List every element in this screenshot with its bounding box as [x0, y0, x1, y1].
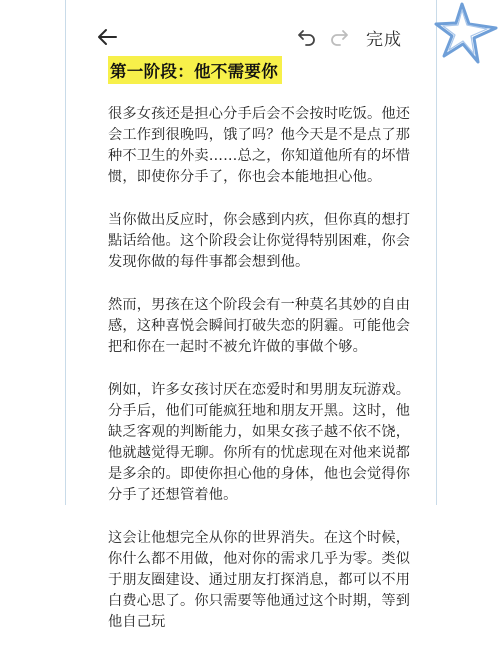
editor-toolbar: [66, 0, 436, 48]
paragraph: 当你做出反应时，你会感到内疚，但你真的想打點话给他。这个阶段会让你觉得特别困难，你会发现你做的每件事都会想到他。: [108, 212, 411, 270]
done-button[interactable]: 完成: [366, 30, 402, 50]
paragraph: 很多女孩还是担心分手后会不会按时吃饭。他还会工作到很晚吗，饿了吗？他今天是不是点了那种不卫生的外卖……总之，你知道他所有的坏惜惯，即使你分手了，你也会本能地担心他。: [108, 106, 411, 185]
paragraph: 这会让他想完全从你的世界消失。在这个时候，你什么都不用做，他对你的需求几乎为零。类似于朋友圈建设、通过朋友打探消息，都可以不用白费心思了。你只需要等他通过这个时期，等到他自己玩: [108, 530, 411, 630]
note-editor: [66, 0, 436, 630]
star-sticker-icon: [432, 0, 500, 66]
arrow-left-icon[interactable]: [96, 26, 118, 48]
heading-highlight: [108, 56, 282, 84]
paragraph: 例如，许多女孩讨厌在恋爱时和男朋友玩游戏。分手后，他们可能疯狂地和朋友开黑。这时，他缺乏客观的判断能力，如果女孩子越不依不饶，他就越觉得无聊。你所有的忧虑现在对他来说都是多余的。即使你担心他的身体，他也会觉得你分手了还想管着他。: [108, 382, 411, 503]
note-body[interactable]: [108, 56, 418, 655]
undo-icon[interactable]: [297, 27, 317, 47]
paragraph: 然而，男孩在这个阶段会有一种莫名其妙的自由感，这种喜悦会瞬间打破失恋的阴霾。可能他会把和你在一起时不被允许做的事做个够。: [108, 297, 411, 355]
redo-icon[interactable]: [329, 27, 349, 47]
section-heading: 第一阶段：他不需要你: [110, 62, 278, 81]
screen-edge-right: [436, 0, 437, 505]
